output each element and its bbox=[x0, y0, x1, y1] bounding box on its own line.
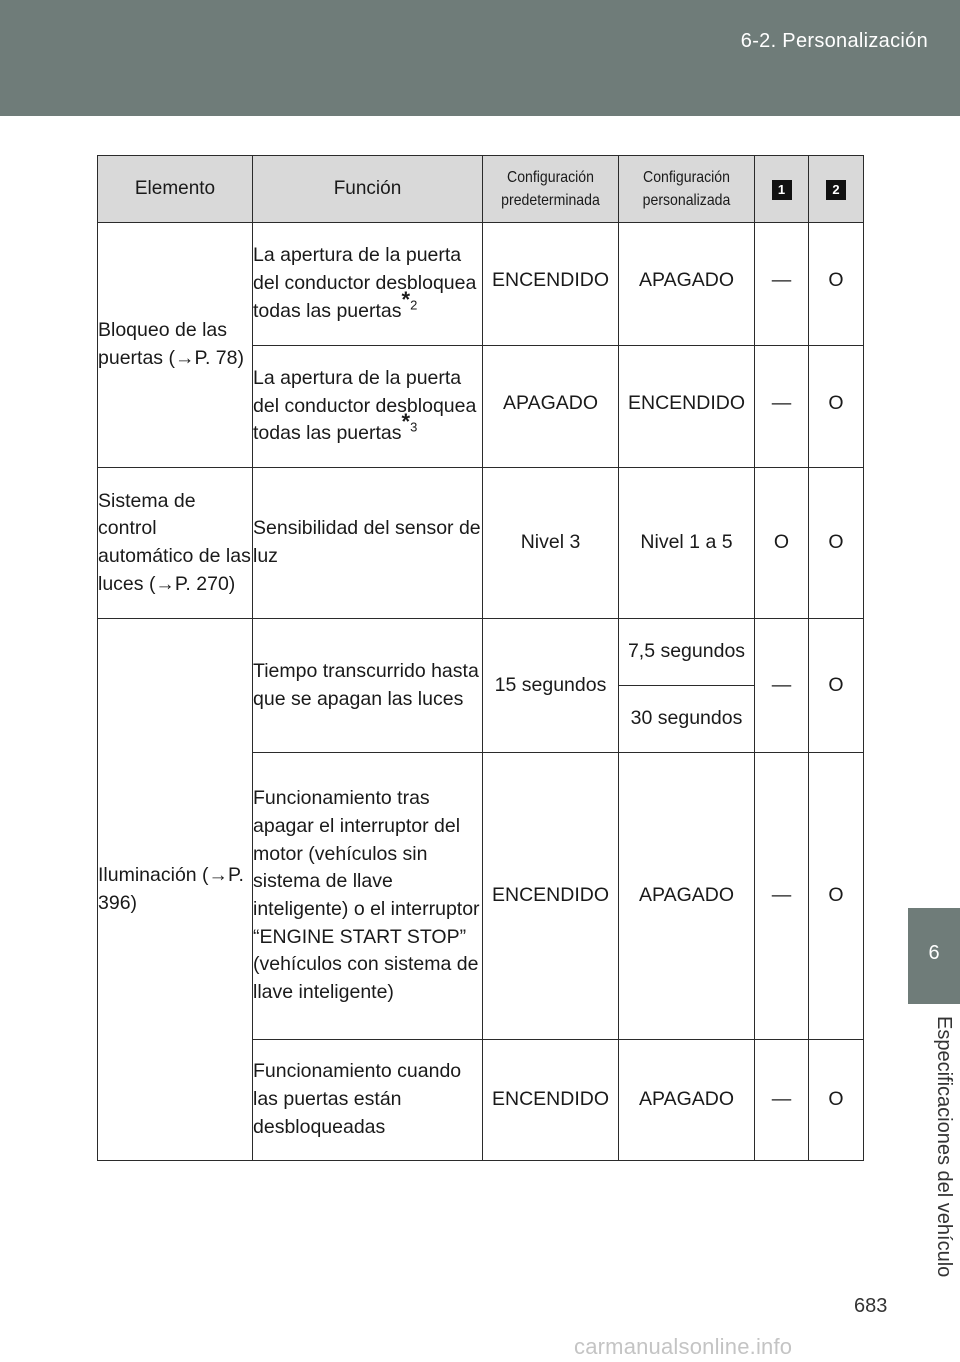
custom-value-cell: APAGADO bbox=[619, 1040, 755, 1161]
col2-mark-cell: O bbox=[809, 619, 864, 753]
footnote-ref: 2 bbox=[410, 297, 418, 313]
col1-mark-cell: — bbox=[755, 223, 809, 346]
header-col-1 bbox=[755, 156, 809, 223]
header-funcion: Función bbox=[253, 156, 483, 223]
custom-value-cell: ENCENDIDO bbox=[619, 346, 755, 468]
col1-mark-cell: — bbox=[755, 346, 809, 468]
table-row bbox=[98, 468, 864, 619]
col1-mark-cell: O bbox=[755, 468, 809, 619]
funcion-cell bbox=[253, 346, 483, 468]
col2-mark-cell: O bbox=[809, 223, 864, 346]
header-col-2 bbox=[809, 156, 864, 223]
col1-mark-cell: — bbox=[755, 1040, 809, 1161]
col1-mark-cell: — bbox=[755, 619, 809, 753]
funcion-cell: Tiempo transcurrido hasta que se apagan las luces bbox=[253, 619, 483, 753]
custom-value-cell: Nivel 1 a 5 bbox=[619, 468, 755, 619]
table-row bbox=[98, 223, 864, 346]
col2-mark-cell: O bbox=[809, 346, 864, 468]
header-custom-config-label: Configuración personalizada bbox=[642, 168, 731, 209]
badge-2: 2 bbox=[826, 180, 846, 200]
badge-1: 1 bbox=[772, 180, 792, 200]
footnote-asterisk: * bbox=[401, 409, 411, 435]
custom-value-cell: APAGADO bbox=[619, 753, 755, 1040]
header-custom-config bbox=[619, 156, 755, 223]
chapter-tab bbox=[908, 908, 960, 1004]
customization-table bbox=[97, 155, 864, 1161]
elemento-cell: Bloqueo de las puertas (→P. 78) bbox=[98, 223, 253, 468]
funcion-text: La apertura de la puerta del conductor desbloquea todas las puertas bbox=[253, 366, 477, 445]
chapter-number: 6 bbox=[928, 942, 940, 964]
funcion-text: La apertura de la puerta del conductor desbloquea todas las puertas bbox=[253, 244, 477, 322]
default-value-cell: 15 segundos bbox=[483, 619, 619, 753]
default-value-cell: ENCENDIDO bbox=[483, 1040, 619, 1161]
col2-mark-cell: O bbox=[809, 468, 864, 619]
section-title: 6-2. Personalización bbox=[740, 30, 928, 52]
watermark-text: carmanualsonline.info bbox=[574, 1334, 793, 1359]
funcion-cell bbox=[253, 223, 483, 346]
funcion-cell: Funcionamiento tras apagar el interruptor del motor (vehículos sin sistema de llave inteligente) o el interruptor “ENGINE START STOP” (vehículos con sistema de llave inteligente) bbox=[253, 753, 483, 1040]
elemento-cell: Iluminación (→P. 396) bbox=[98, 619, 253, 1161]
default-value-cell: APAGADO bbox=[483, 346, 619, 468]
custom-value-cell: 7,5 segundos bbox=[619, 619, 755, 686]
funcion-cell: Funcionamiento cuando las puertas están desbloqueadas bbox=[253, 1040, 483, 1161]
table-header-row bbox=[98, 156, 864, 223]
page-header bbox=[0, 0, 960, 116]
col2-mark-cell: O bbox=[809, 753, 864, 1040]
custom-value-cell: APAGADO bbox=[619, 223, 755, 346]
header-default-config bbox=[483, 156, 619, 223]
header-default-config-label: Configuración predeterminada bbox=[501, 168, 600, 209]
col2-mark-cell: O bbox=[809, 1040, 864, 1161]
custom-value-cell: 30 segundos bbox=[619, 686, 755, 753]
page-number: 683 bbox=[854, 1295, 888, 1317]
footnote-asterisk: * bbox=[401, 286, 411, 312]
elemento-cell: Sistema de control automático de las luces (→P. 270) bbox=[98, 468, 253, 619]
table-row bbox=[98, 619, 864, 686]
default-value-cell: Nivel 3 bbox=[483, 468, 619, 619]
col1-mark-cell: — bbox=[755, 753, 809, 1040]
footnote-ref: 3 bbox=[410, 419, 418, 435]
header-elemento: Elemento bbox=[98, 156, 253, 223]
default-value-cell: ENCENDIDO bbox=[483, 753, 619, 1040]
default-value-cell: ENCENDIDO bbox=[483, 223, 619, 346]
chapter-label: Especificaciones del vehículo bbox=[933, 1016, 955, 1278]
funcion-cell: Sensibilidad del sensor de luz bbox=[253, 468, 483, 619]
